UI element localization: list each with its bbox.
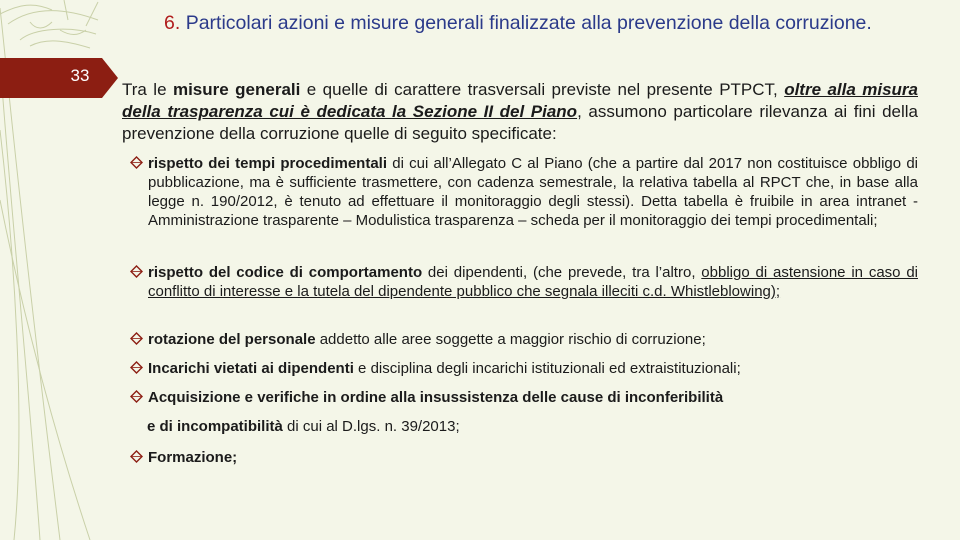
list-item bbox=[130, 388, 918, 407]
bullet-2-text: dei dipendenti, (che prevede, tra l’altro, bbox=[422, 264, 702, 281]
slide-title bbox=[164, 10, 944, 36]
title-text: Particolari azioni e misure generali finalizzate alla prevenzione della corruzione. bbox=[185, 12, 872, 34]
bullet-4-text: e disciplina degli incarichi istituzionali ed extraistituzionali; bbox=[353, 360, 741, 377]
diamond-outline-icon bbox=[130, 332, 143, 345]
intro-part-4: oltre alla misura della trasparenza cui è dedicata la Sezione II del Piano bbox=[122, 80, 918, 121]
diamond-outline-icon bbox=[130, 450, 143, 463]
bullet-4-bold: Incarichi vietati ai dipendenti bbox=[148, 360, 354, 377]
list-item bbox=[130, 330, 918, 349]
bullet-5-continuation bbox=[147, 417, 907, 436]
intro-part-1: Tra le bbox=[122, 80, 173, 99]
continuation-bold: e di incompatibilità bbox=[147, 418, 283, 435]
bullet-1-bold: rispetto dei tempi procedimentali bbox=[148, 155, 388, 172]
title-number: 6. bbox=[164, 12, 181, 34]
intro-part-2: misure generali bbox=[172, 80, 301, 99]
diamond-outline-icon bbox=[130, 156, 143, 169]
bullet-3-text: addetto alle aree soggette a maggior rischio di corruzione; bbox=[315, 331, 706, 348]
intro-paragraph bbox=[122, 79, 918, 145]
bullet-6-bold: Formazione; bbox=[148, 449, 238, 466]
slide-number-tab bbox=[0, 58, 118, 98]
slide-number: 33 bbox=[70, 66, 90, 85]
continuation-text: di cui al D.lgs. n. 39/2013; bbox=[282, 418, 460, 435]
intro-part-3: e quelle di carattere trasversali previste nel presente PTPCT, bbox=[300, 80, 785, 99]
list-item bbox=[130, 263, 918, 301]
list-item bbox=[130, 448, 918, 467]
bullet-2-underlined: obbligo di astensione in caso di conflitto di interesse e la tutela del dipendente pubblico che segnala illeciti c.d. Whistleblowing); bbox=[148, 264, 918, 300]
diamond-outline-icon bbox=[130, 265, 143, 278]
diamond-outline-icon bbox=[130, 390, 143, 403]
bullet-5-bold: Acquisizione e verifiche in ordine alla insussistenza delle cause di inconferibilità bbox=[148, 389, 724, 406]
diamond-outline-icon bbox=[130, 361, 143, 374]
list-item bbox=[130, 154, 918, 230]
bullet-1-text: di cui all’Allegato C al Piano (che a partire dal 2017 non costituisce obbligo di pubblicazione, ma è sufficiente trasmettere, con cadenza semestrale, la relativa tabella al RPCT che, in base alla legge n. 190/2012, è tenuto ad effettuare il monitoraggio degli stessi). Detta tabella è fruibile in area intranet - Amministrazione trasparente – Modulistica trasparenza – scheda per il monitoraggio dei tempi procedimentali; bbox=[148, 155, 918, 229]
list-item bbox=[130, 359, 918, 378]
intro-part-5: , assumono particolare rilevanza ai fini della prevenzione della corruzione quelle di seguito specificate: bbox=[122, 102, 918, 143]
bullet-3-bold: rotazione del personale bbox=[148, 331, 316, 348]
bullet-2-bold: rispetto del codice di comportamento bbox=[148, 264, 423, 281]
